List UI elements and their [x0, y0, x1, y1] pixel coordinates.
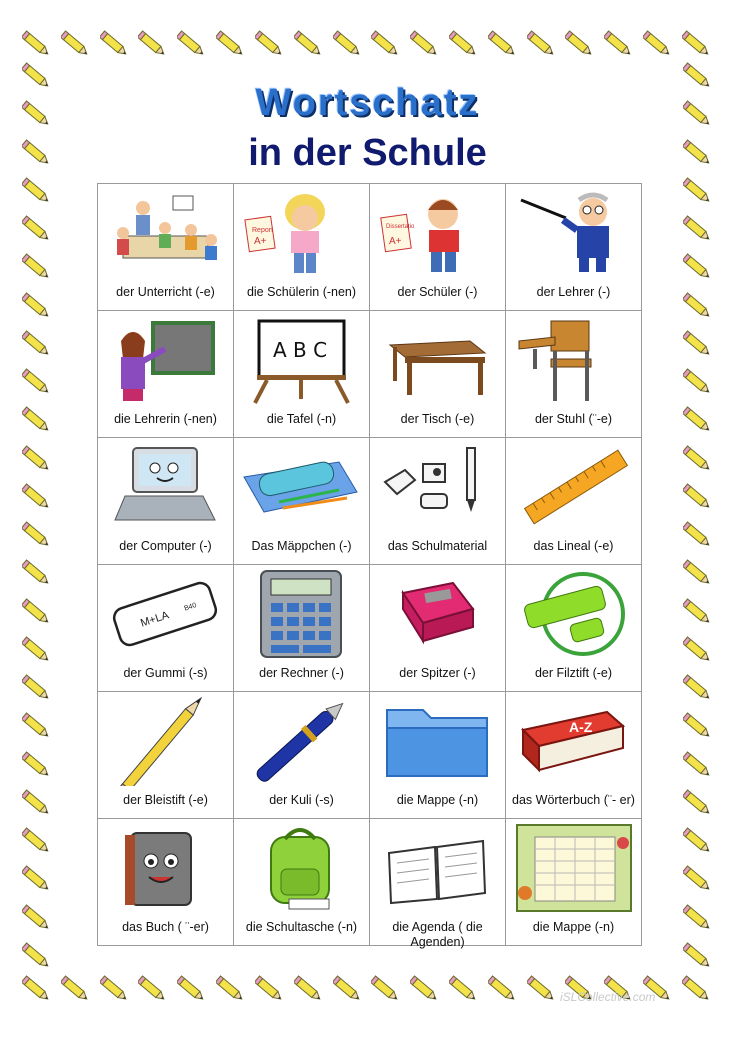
pencil-icon: [333, 30, 363, 60]
vocab-cell: [98, 692, 234, 819]
pencil-icon: [22, 827, 52, 857]
pencil-icon: [333, 975, 363, 1005]
pencil-icon: [22, 483, 52, 513]
pencil-icon: [22, 942, 52, 972]
grid-row: [98, 692, 642, 819]
vocab-label: der Rechner (-): [259, 666, 344, 680]
pencil-icon: [683, 674, 713, 704]
vocab-cell: [370, 692, 506, 819]
pencil-icon: [22, 865, 52, 895]
pencil-icon: [61, 30, 91, 60]
pencil-icon: [22, 559, 52, 589]
sharpener-icon: [375, 569, 500, 659]
pencil-icon: [22, 789, 52, 819]
pencil-icon: [683, 789, 713, 819]
pencil-icon: [683, 904, 713, 934]
boy-student-icon: [375, 188, 500, 278]
pencil-border-right: [683, 62, 713, 972]
pencil-border-top: [22, 30, 712, 60]
pencil-icon: [683, 751, 713, 781]
svg-text:B40: B40: [183, 602, 198, 613]
pencil-icon: [683, 521, 713, 551]
vocab-label: die Tafel (-n): [266, 412, 337, 426]
highlighter-icon: [511, 569, 636, 659]
pencil-icon: [255, 30, 285, 60]
vocabulary-grid: [97, 183, 642, 949]
pencil-icon: [683, 559, 713, 589]
pencil-icon: [22, 975, 52, 1005]
svg-text:A+: A+: [389, 236, 402, 247]
girl-student-icon: [239, 188, 364, 278]
grid-row: [98, 565, 642, 692]
vocab-label: der Stuhl (¨-e): [534, 412, 613, 426]
pencil-icon: [683, 598, 713, 628]
vocab-cell: [506, 438, 642, 565]
pencil-icon: [22, 177, 52, 207]
vocab-cell: [234, 311, 370, 438]
pencil-icon: [22, 292, 52, 322]
vocab-cell: [234, 692, 370, 819]
svg-text:Report: Report: [252, 227, 274, 234]
pencil-icon: [138, 975, 168, 1005]
pencil-icon: [61, 975, 91, 1005]
pencil-icon: [683, 215, 713, 245]
pencil-icon: [527, 975, 557, 1005]
vocab-label: das Buch ( ¨-er): [122, 920, 209, 934]
vocab-label: der Unterricht (-e): [116, 285, 215, 299]
backpack-icon: [239, 823, 364, 913]
pen-icon: [239, 696, 364, 786]
page-subtitle: in der Schule: [248, 132, 487, 174]
svg-text:Dissertatio: Dissertatio: [386, 224, 415, 230]
vocab-cell: [234, 819, 370, 946]
vocab-label: der Lehrer (-): [536, 285, 611, 299]
timetable-icon: [511, 823, 636, 913]
vocab-cell: [506, 311, 642, 438]
vocab-label: die Schultasche (-n): [245, 920, 358, 934]
pencil-icon: [683, 483, 713, 513]
pencil-icon: [449, 975, 479, 1005]
ruler-icon: [511, 442, 636, 532]
table-icon: [375, 315, 500, 405]
vocab-label: das Lineal (-e): [533, 539, 614, 553]
book-character-icon: [103, 823, 228, 913]
pencil-icon: [683, 445, 713, 475]
dictionary-icon: [511, 696, 636, 786]
vocab-cell: [370, 311, 506, 438]
vocab-label: der Filztift (-e): [534, 666, 613, 680]
pencil-icon: [22, 330, 52, 360]
pencil-icon: [488, 30, 518, 60]
pencil-icon: [682, 975, 712, 1005]
pencil-icon: [294, 975, 324, 1005]
vocab-label: der Bleistift (-e): [123, 793, 208, 807]
vocab-cell: [234, 438, 370, 565]
eraser-icon: [103, 569, 228, 659]
pencil-icon: [22, 904, 52, 934]
vocab-label: die Agenda ( die Agenden): [392, 920, 483, 949]
vocab-cell: [234, 184, 370, 311]
pencil-icon: [643, 30, 673, 60]
pencil-icon: [449, 30, 479, 60]
svg-text:M+LA: M+LA: [139, 609, 171, 630]
female-teacher-icon: [103, 315, 228, 405]
pencil-icon: [371, 975, 401, 1005]
pencil-icon: [22, 598, 52, 628]
pencil-icon: [216, 30, 246, 60]
pencil-icon: [100, 30, 130, 60]
pencil-icon: [683, 712, 713, 742]
vocab-cell: [506, 184, 642, 311]
vocab-cell: [98, 819, 234, 946]
open-book-icon: [375, 823, 500, 913]
vocab-label: der Schüler (-): [397, 285, 478, 299]
vocab-label: die Mappe (-n): [396, 793, 479, 807]
pencil-icon: [604, 30, 634, 60]
pencil-icon: [683, 330, 713, 360]
pencil-icon: [683, 253, 713, 283]
vocab-label: die Mappe (-n): [532, 920, 615, 934]
svg-text:A B C: A B C: [273, 338, 328, 362]
vocab-cell: [98, 438, 234, 565]
pencil-icon: [683, 406, 713, 436]
pencil-case-icon: [239, 442, 364, 532]
pencil-icon: [683, 865, 713, 895]
pencil-icon: [255, 975, 285, 1005]
pencil-icon: [100, 975, 130, 1005]
pencil-icon: [22, 253, 52, 283]
vocab-cell: [370, 184, 506, 311]
vocab-cell: [98, 311, 234, 438]
pencil-icon: [138, 30, 168, 60]
vocab-cell: [506, 565, 642, 692]
pencil-icon: [683, 368, 713, 398]
pencil-icon: [103, 696, 228, 786]
vocab-label: das Wörterbuch (¨- er): [512, 793, 635, 807]
folder-icon: [375, 696, 500, 786]
pencil-icon: [410, 30, 440, 60]
vocab-label: der Gummi (-s): [123, 666, 208, 680]
pencil-icon: [22, 406, 52, 436]
grid-row: [98, 819, 642, 946]
vocab-label: das Schulmaterial: [387, 539, 488, 553]
pencil-icon: [527, 30, 557, 60]
pencil-icon: [22, 215, 52, 245]
school-supplies-icon: [375, 442, 500, 532]
vocab-cell: [98, 565, 234, 692]
pencil-icon: [683, 292, 713, 322]
grid-row: [98, 438, 642, 565]
vocab-label: Das Mäppchen (-): [251, 539, 352, 553]
vocab-cell: [370, 819, 506, 949]
pencil-icon: [22, 674, 52, 704]
blackboard-icon: [239, 315, 364, 405]
pencil-icon: [682, 30, 712, 60]
vocab-cell: [506, 692, 642, 819]
page-title: Wortschatz: [255, 82, 480, 124]
vocab-cell: [370, 438, 506, 565]
vocab-label: die Schülerin (-nen): [246, 285, 357, 299]
vocab-cell: [98, 184, 234, 311]
pencil-icon: [216, 975, 246, 1005]
vocab-label: der Tisch (-e): [400, 412, 475, 426]
vocab-label: der Computer (-): [119, 539, 212, 553]
vocab-cell: [234, 565, 370, 692]
vocab-cell: [370, 565, 506, 692]
vocab-label: die Lehrerin (-nen): [114, 412, 217, 426]
calculator-icon: [239, 569, 364, 659]
vocab-label: der Spitzer (-): [399, 666, 476, 680]
pencil-icon: [177, 30, 207, 60]
pencil-icon: [177, 975, 207, 1005]
svg-text:A-Z: A-Z: [569, 719, 593, 735]
pencil-icon: [683, 942, 713, 972]
pencil-icon: [22, 445, 52, 475]
pencil-icon: [22, 30, 52, 60]
pencil-icon: [22, 751, 52, 781]
vocab-cell: [506, 819, 642, 946]
svg-text:A+: A+: [254, 236, 267, 247]
pencil-icon: [371, 30, 401, 60]
classroom-icon: [103, 188, 228, 278]
vocab-label: der Kuli (-s): [269, 793, 334, 807]
pencil-icon: [683, 827, 713, 857]
school-chair-icon: [511, 315, 636, 405]
male-teacher-icon: [511, 188, 636, 278]
pencil-icon: [22, 712, 52, 742]
pencil-icon: [294, 30, 324, 60]
pencil-icon: [22, 521, 52, 551]
watermark: iSLCollective.com: [560, 990, 656, 1004]
pencil-icon: [22, 636, 52, 666]
grid-row: [98, 184, 642, 311]
pencil-border-left: [22, 62, 52, 972]
pencil-icon: [683, 177, 713, 207]
laptop-icon: [103, 442, 228, 532]
pencil-icon: [488, 975, 518, 1005]
grid-row: [98, 311, 642, 438]
pencil-icon: [410, 975, 440, 1005]
pencil-icon: [683, 636, 713, 666]
pencil-icon: [565, 30, 595, 60]
pencil-icon: [22, 368, 52, 398]
